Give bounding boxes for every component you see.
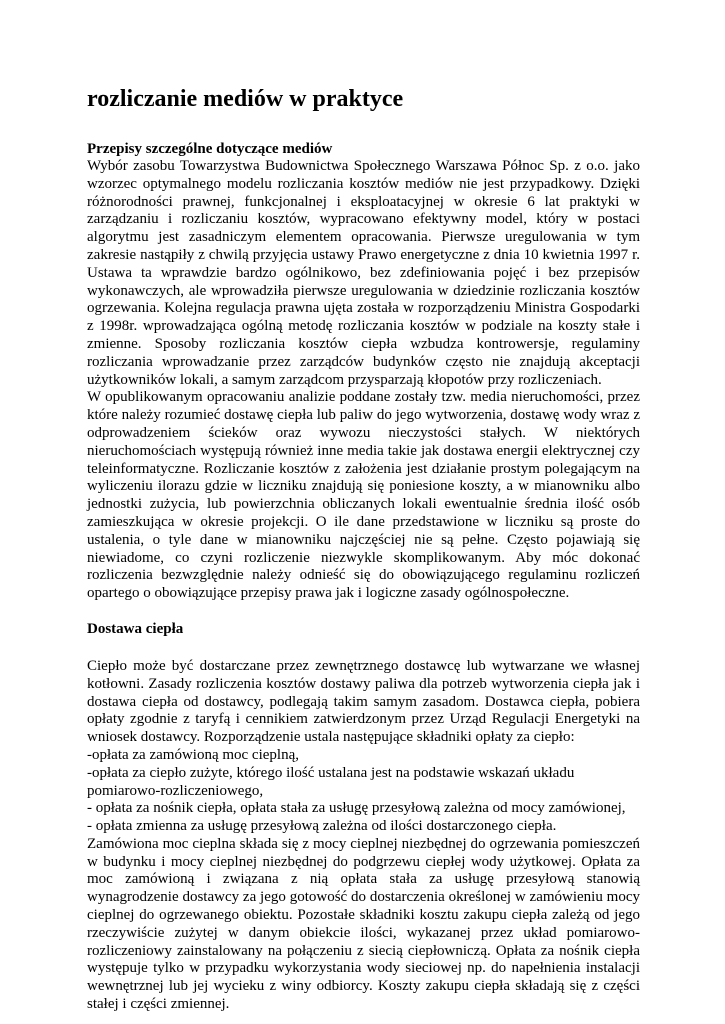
section-heading-przepisy: Przepisy szczególne dotyczące mediów	[87, 141, 333, 157]
list-item: - opłata zmienna za usługę przesyłową zależna od ilości dostarczonego ciepła.	[87, 818, 557, 835]
list-item: -opłata za ciepło zużyte, którego ilość ustalana jest na podstawie wskazań układu pomiarowo-rozliczeniowego,	[87, 764, 575, 799]
paragraph: Wybór zasobu Towarzystwa Budownictwa Społecznego Warszawa Północ Sp. z o.o. jako wzorzec optymalnego modelu rozliczania kosztów mediów nie jest przypadkowy. Dzięki różnorodności prawnej, funkcjonalnej i eksploatacyjnej w okresie 6 lat praktyki w zarządzaniu i rozliczaniu kosztów, wypracowano efektywny model, który w postaci algorytmu jest zasadniczym elementem opracowania. Pierwsze uregulowania w tym zakresie nastąpiły z chwilą przyjęcia ustawy Prawo energetyczne z dnia 10 kwietnia 1997 r. Ustawa ta wprawdzie bardzo ogólnikowo, bez zdefiniowania pojęć i bez przepisów wykonawczych, ale wprowadziła pierwsze uregulowania w dziedzinie rozliczania kosztów ogrzewania. Kolejna regulacja prawna ujęta została w rozporządzeniu Ministra Gospodarki z 1998r. wprowadzająca ogólną metodę rozliczania kosztów w podziale na koszty stałe i zmienne. Sposoby rozliczania kosztów ciepła wzbudza kontrowersje, regulaminy rozliczania wprowadzanie przez zarządców budynków często nie znajdują akceptacji użytkowników lokali, a samym zarządcom przysparzają kłopotów przy rozliczeniach.	[87, 158, 640, 388]
paragraph: Ciepło może być dostarczane przez zewnętrznego dostawcę lub wytwarzane we własnej kotłowni. Zasady rozliczenia kosztów dostawy paliwa dla potrzeb wytworzenia ciepła jak i dostawa ciepła od dostawcy, podlegają takim samym zasadom. Dostawca ciepła, pobiera opłaty zgodnie z taryfą i cennikiem zatwierdzonym przez Urząd Regulacji Energetyki na wniosek dostawcy. Rozporządzenie ustala następujące składniki opłaty za ciepło:	[87, 657, 640, 746]
document-page	[87, 84, 640, 1014]
document-title: rozliczanie mediów w praktyce	[87, 86, 404, 112]
section-heading-dostawa-ciepla: Dostawa ciepła	[87, 620, 184, 637]
paragraph: Zamówiona moc cieplna składa się z mocy cieplnej niezbędnej do ogrzewania pomieszczeń w budynku i mocy cieplnej niezbędnej do podgrzewu ciepłej wody użytkowej. Opłata za moc zamówioną i związana z nią opłata stała za usługę przesyłową stanowią wynagrodzenie dostawcy za jego gotowość do dostarczenia określonej w zamówieniu mocy cieplnej do ogrzewanego obiektu. Pozostałe składniki kosztu zakupu ciepła zależą od jego rzeczywiście zużytej w danym obiekcie ilości, wykazanej przez układ pomiarowo-rozliczeniowy zainstalowany na połączeniu z siecią ciepłowniczą. Opłata za nośnik ciepła występuje tylko w przypadku wykorzystania wody sieciowej np. do napełnienia instalacji wewnętrznej lub jej wycieku z winy odbiorcy. Koszty zakupu ciepła składają się z części stałej i części zmiennej.	[87, 835, 640, 1013]
list-item: -opłata za zamówioną moc cieplną,	[87, 746, 299, 763]
list-item: - opłata za nośnik ciepła, opłata stała za usługę przesyłową zależna od mocy zamówionej,	[87, 800, 626, 817]
paragraph: W opublikowanym opracowaniu analizie poddane zostały tzw. media nieruchomości, przez które należy rozumieć dostawę ciepła lub paliw do jego wytworzenia, dostawę wody wraz z odprowadzeniem ścieków oraz wywozu nieczystości stałych. W niektórych nieruchomościach występują również inne media takie jak dostawa energii elektrycznej czy teleinformatyczne. Rozliczanie kosztów z założenia jest działanie prostym polegającym na wyliczeniu ilorazu gdzie w liczniku znajdują się poniesione koszty, a w mianowniku albo jednostki zużycia, lub powierzchnia obliczanych lokali ewentualnie średnia ilość osób zamieszkująca w okresie projekcji. O ile dane przedstawione w liczniku są proste do ustalenia, o tyle dane w mianowniku najczęściej nie są pełne. Często pojawiają się niewiadome, co czyni rozliczenie niezwykle skomplikowanym. Aby móc dokonać rozliczenia bezwzględnie należy odnieść się do obowiązującego regulaminu rozliczeń opartego o obowiązujące przepisy prawa jak i logiczne zasady ogólnospołeczne.	[87, 389, 640, 602]
fee-components-list	[87, 747, 640, 836]
